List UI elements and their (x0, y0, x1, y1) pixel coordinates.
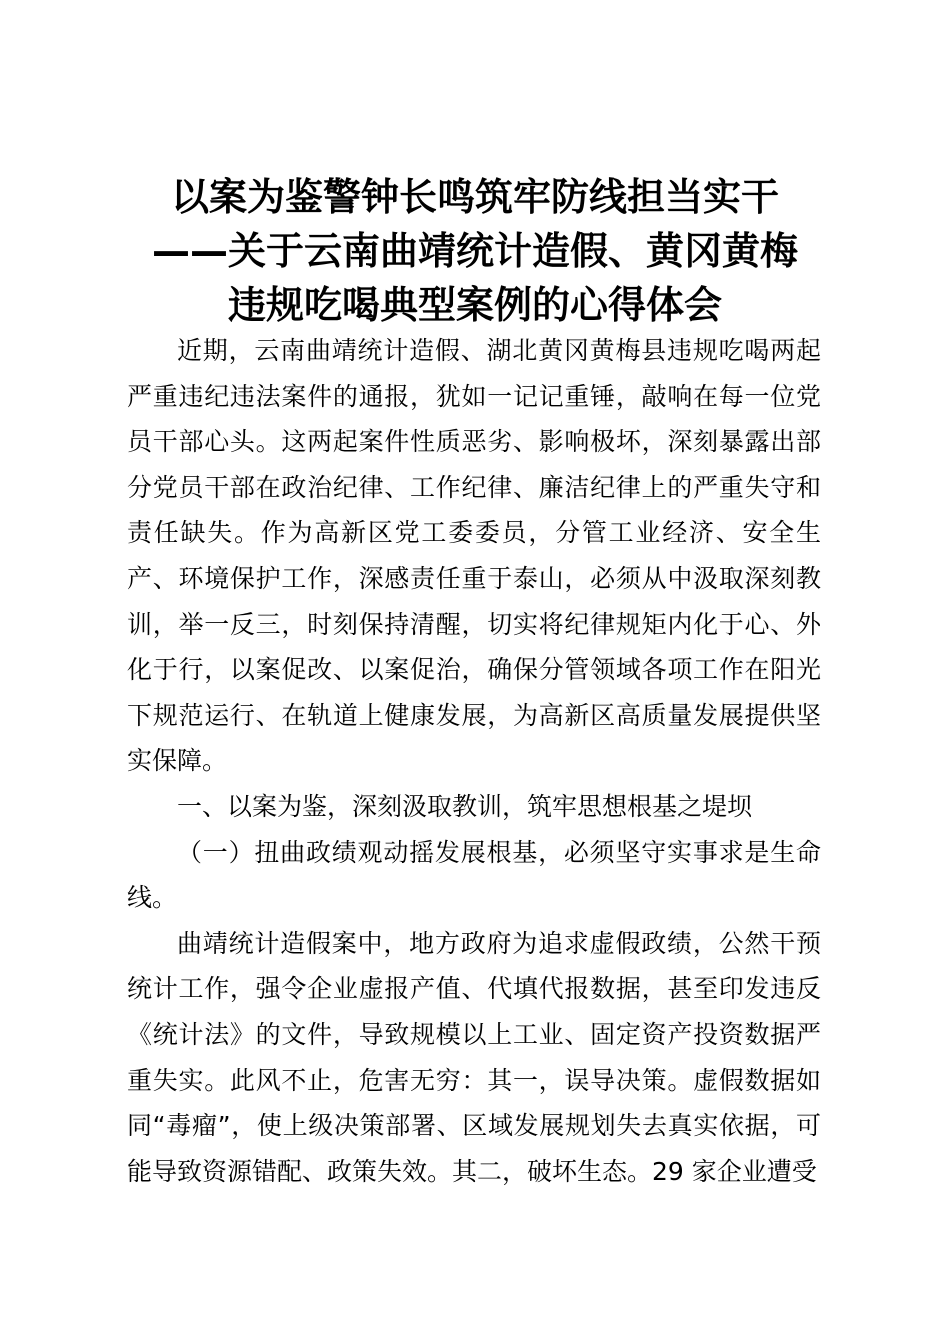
intro-paragraph: 近期，云南曲靖统计造假、湖北黄冈黄梅县违规吃喝两起严重违纪违法案件的通报，犹如一记记重锤，敲响在每一位党员干部心头。这两起案件性质恶劣、影响极坏，深刻暴露出部分党员干部在政治纪律、工作纪律、廉洁纪律上的严重失守和责任缺失。作为高新区党工委委员，分管工业经济、安全生产、环境保护工作，深感责任重于泰山，必须从中汲取深刻教训，举一反三，时刻保持清醒，切实将纪律规矩内化于心、外化于行，以案促改、以案促治，确保分管领域各项工作在阳光下规范运行、在轨道上健康发展，为高新区高质量发展提供坚实保障。 (127, 336, 821, 776)
title-line-1: 以案为鉴警钟长鸣筑牢防线担当实干 (170, 175, 779, 219)
title-line-3: 违规吃喝典型案例的心得体会 (227, 283, 722, 327)
subsection-heading-1: （一）扭曲政绩观动摇发展根基，必须坚守实事求是生命线。 (127, 837, 821, 913)
section-heading-1: 一、以案为鉴，深刻汲取教训，筑牢思想根基之堤坝 (177, 791, 753, 821)
document-body (127, 328, 821, 1194)
body-paragraph: 曲靖统计造假案中，地方政府为追求虚假政绩，公然干预统计工作，强令企业虚报产值、代填代报数据，甚至印发违反《统计法》的文件，导致规模以上工业、固定资产投资数据严重失实。此风不止，危害无穷：其一，误导决策。虚假数据如同“毒瘤”，使上级决策部署、区域发展规划失去真实依据，可能导致资源错配、政策失效。其二，破坏生态。29 家企业遭受 (127, 928, 821, 1186)
title-line-2: ——关于云南曲靖统计造假、黄冈黄梅 (151, 229, 798, 273)
document-title (100, 170, 850, 332)
